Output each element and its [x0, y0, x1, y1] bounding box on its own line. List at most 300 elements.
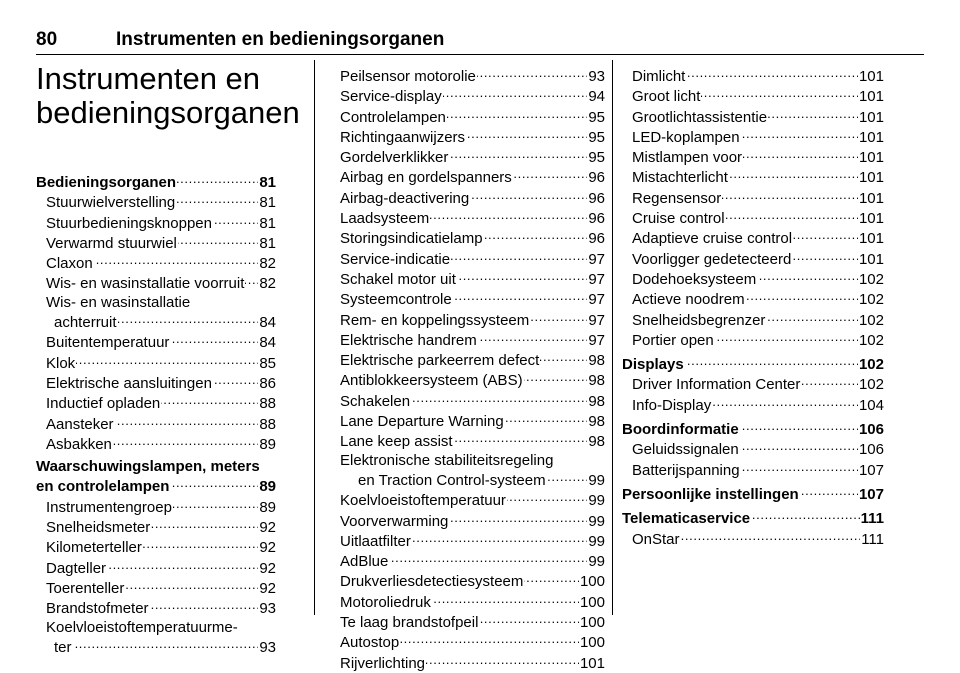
toc-entry-page: 89 [259, 498, 276, 516]
toc-entry[interactable] [36, 578, 276, 598]
toc-entry-label: Gordelverklikker [340, 149, 449, 167]
dot-leader [94, 253, 259, 268]
dot-leader [540, 350, 587, 365]
toc-entry-label: Stuurwielverstelling [46, 194, 176, 212]
toc-entry-label: Schakel motor uit [340, 270, 456, 288]
dot-leader [178, 233, 258, 248]
toc-entry-label: Kilometerteller [46, 539, 142, 557]
toc-entry-label: Dodehoeksysteem [632, 270, 757, 288]
toc-entry-page: 102 [858, 331, 884, 349]
toc-entry-page: 111 [860, 510, 884, 528]
dot-leader [453, 289, 588, 304]
toc-entry-label: Inductief opladen [46, 395, 161, 413]
toc-entry[interactable] [622, 330, 884, 350]
toc-entry-page: 86 [259, 374, 276, 392]
toc-entry-label: Lane keep assist [340, 433, 453, 451]
toc-entry-page: 93 [259, 600, 276, 618]
toc-entry[interactable] [340, 188, 605, 208]
toc-entry-page: 101 [858, 169, 884, 187]
toc-entry-page: 92 [259, 519, 276, 537]
toc-column-2 [340, 66, 605, 672]
chapter-title-line-1: Instrumenten en [36, 61, 261, 96]
dot-leader [740, 439, 858, 454]
dot-leader [547, 470, 588, 485]
toc-entry[interactable] [340, 490, 605, 510]
dot-leader [685, 354, 858, 369]
toc-entry[interactable] [622, 419, 884, 439]
toc-entry-page: 101 [858, 68, 884, 85]
page-header [36, 30, 924, 55]
toc-entry[interactable] [340, 208, 605, 228]
toc-entry[interactable] [340, 66, 605, 86]
toc-entry[interactable] [622, 66, 884, 86]
toc-entry-page: 81 [259, 174, 276, 191]
toc-entry[interactable] [340, 592, 605, 612]
dot-leader [530, 310, 587, 325]
toc-entry[interactable] [340, 391, 605, 411]
dot-leader [505, 411, 588, 426]
toc-entry[interactable] [36, 558, 276, 578]
toc-entry-label: Driver Information Center [632, 376, 801, 394]
toc-entry-page: 88 [259, 415, 276, 433]
toc-entry[interactable] [36, 273, 276, 293]
toc-entry-page: 97 [588, 291, 605, 309]
dot-leader [757, 269, 858, 284]
toc-entry-page: 107 [858, 461, 884, 479]
toc-entry[interactable] [340, 511, 605, 531]
dot-leader [447, 107, 587, 122]
toc-entry[interactable] [622, 208, 884, 228]
toc-entry-label: Info-Display [632, 396, 712, 414]
toc-entry-page: 107 [858, 485, 884, 503]
toc-entry[interactable] [340, 370, 605, 390]
dot-leader [766, 310, 858, 325]
toc-entry[interactable] [36, 393, 276, 413]
toc-entry-page: 101 [858, 149, 884, 167]
toc-entry-page: 82 [259, 275, 276, 293]
toc-entry-label: Persoonlijke instellingen [622, 485, 799, 503]
dot-leader [478, 330, 588, 345]
toc-entry[interactable] [36, 637, 276, 657]
toc-entry-label: Geluidssignalen [632, 441, 739, 459]
toc-entry-label: Service-indicatie [340, 250, 451, 268]
dot-leader [150, 598, 259, 613]
toc-entry-label: Airbag en gordelspanners [340, 169, 512, 187]
toc-entry-page: 84 [259, 334, 276, 352]
toc-entry-label: Elektrische handrem [340, 331, 477, 349]
toc-entry-page: 92 [259, 579, 276, 597]
dot-leader [686, 66, 858, 81]
column-divider [314, 60, 315, 615]
toc-entry[interactable] [36, 253, 276, 273]
toc-entry[interactable] [340, 269, 605, 289]
dot-leader [76, 353, 258, 368]
dot-leader [741, 460, 858, 475]
page-number: 80 [36, 29, 58, 50]
dot-leader [524, 370, 588, 385]
dot-leader [118, 312, 259, 327]
toc-entry[interactable] [340, 612, 605, 632]
toc-entry-label: Klok [46, 354, 76, 372]
toc-entry-label: Regensensor [632, 189, 722, 207]
toc-entry-label: Asbakken [46, 435, 112, 453]
toc-entry-page: 101 [858, 128, 884, 146]
dot-leader [107, 558, 258, 573]
toc-entry-label: Adaptieve cruise control [632, 230, 793, 248]
toc-entry-page: 95 [588, 128, 605, 146]
toc-entry[interactable] [36, 233, 276, 253]
toc-entry-label: Cruise control [632, 210, 725, 228]
toc-entry-page: 96 [588, 169, 605, 187]
toc-entry[interactable] [622, 147, 884, 167]
dot-leader [411, 391, 587, 406]
toc-entry-label: Elektrische aansluitingen [46, 374, 212, 392]
dot-leader [449, 147, 587, 162]
dot-leader [740, 419, 858, 434]
toc-entry-page: 85 [259, 354, 276, 372]
dot-leader [454, 431, 588, 446]
toc-entry-page: 81 [259, 214, 276, 232]
toc-entry-page: 94 [588, 88, 605, 106]
toc-entry-page: 97 [588, 270, 605, 288]
dot-leader [151, 517, 258, 532]
toc-entry-label: Telematicaservice [622, 510, 751, 528]
toc-entry[interactable] [340, 228, 605, 248]
dot-leader [161, 393, 258, 408]
dot-leader [115, 414, 259, 429]
dot-leader [524, 571, 579, 586]
dot-leader [792, 249, 858, 264]
toc-entry-label: Stuurbedieningsknoppen [46, 214, 212, 232]
toc-entry-page: 99 [588, 512, 605, 530]
dot-leader [477, 66, 587, 81]
toc-entry[interactable] [622, 188, 884, 208]
toc-entry-page: 100 [579, 634, 605, 652]
toc-entry-page: 106 [858, 441, 884, 459]
dot-leader [466, 127, 587, 142]
dot-leader [432, 592, 579, 607]
dot-leader [729, 167, 858, 182]
toc-entry-page: 106 [858, 421, 884, 439]
toc-entry[interactable] [36, 213, 276, 233]
toc-entry-page: 81 [259, 194, 276, 212]
toc-entry-label: Buitentemperatuur [46, 334, 170, 352]
toc-entry-page: 84 [259, 314, 276, 332]
toc-entry[interactable] [36, 332, 276, 352]
toc-entry-label: Airbag-deactivering [340, 189, 470, 207]
toc-entry-label: Snelheidsbegrenzer [632, 311, 766, 329]
toc-entry-page: 95 [588, 108, 605, 126]
toc-entry-page: 100 [579, 614, 605, 632]
toc-entry[interactable] [622, 484, 884, 504]
toc-entry[interactable] [622, 310, 884, 330]
dot-leader [701, 86, 858, 101]
toc-entry-page: 104 [858, 396, 884, 414]
toc-entry[interactable] [36, 353, 276, 373]
chapter-title-line-2: bedieningsorganen [36, 95, 300, 130]
toc-entry-label: Elektrische parkeerrem defect [340, 352, 540, 370]
dot-leader [213, 213, 258, 228]
toc-entry[interactable] [340, 107, 605, 127]
toc-entry[interactable] [36, 517, 276, 537]
toc-entry[interactable] [340, 289, 605, 309]
dot-leader [513, 167, 588, 182]
toc-entry-label: OnStar [632, 530, 680, 548]
toc-entry-page: 99 [588, 471, 605, 489]
toc-entry-label: ter [54, 638, 72, 656]
toc-entry[interactable] [340, 350, 605, 370]
toc-entry-page: 89 [259, 435, 276, 453]
dot-leader [457, 269, 587, 284]
dot-leader [507, 490, 587, 505]
toc-entry[interactable] [622, 529, 884, 549]
toc-entry-label: Rem- en koppelingssysteem [340, 311, 530, 329]
toc-entry-label: Toerenteller [46, 579, 125, 597]
toc-entry-label: Peilsensor motorolie [340, 68, 476, 85]
toc-entry[interactable] [622, 439, 884, 459]
dot-leader [400, 632, 579, 647]
toc-entry[interactable] [622, 395, 884, 415]
toc-entry-page: 99 [588, 492, 605, 510]
toc-entry[interactable] [340, 551, 605, 571]
toc-entry-label: Elektronische stabiliteitsregeling [340, 451, 554, 469]
toc-entry[interactable] [622, 460, 884, 480]
dot-leader [451, 249, 587, 264]
toc-entry-page: 100 [579, 573, 605, 591]
toc-entry-page: 81 [259, 234, 276, 252]
dot-leader [389, 551, 587, 566]
dot-leader [801, 374, 858, 389]
dot-leader [712, 395, 858, 410]
toc-entry-page: 89 [259, 478, 276, 496]
dot-leader [484, 228, 588, 243]
dot-leader [113, 434, 258, 449]
toc-entry-page: 102 [858, 291, 884, 309]
toc-entry-label: Lane Departure Warning [340, 413, 504, 431]
toc-entry-label: Systeemcontrole [340, 291, 452, 309]
dot-leader [143, 537, 258, 552]
toc-entry-label: Te laag brandstofpeil [340, 614, 479, 632]
toc-entry[interactable] [340, 653, 605, 673]
toc-entry-label: Voorverwarming [340, 512, 449, 530]
dot-leader [213, 373, 258, 388]
toc-entry[interactable] [622, 167, 884, 187]
toc-entry-page: 96 [588, 210, 605, 228]
toc-entry-label: LED-koplampen [632, 128, 740, 146]
toc-entry[interactable] [622, 269, 884, 289]
dot-leader [125, 578, 258, 593]
toc-entry[interactable] [340, 167, 605, 187]
dot-leader [170, 332, 258, 347]
toc-entry-page: 98 [588, 352, 605, 370]
dot-leader [412, 531, 587, 546]
toc-entry-page: 96 [588, 230, 605, 248]
dot-leader [722, 188, 858, 203]
toc-entry-page: 97 [588, 250, 605, 268]
dot-leader [470, 188, 587, 203]
toc-entry-page: 97 [588, 331, 605, 349]
chapter-title [36, 62, 306, 130]
toc-entry-label: AdBlue [340, 553, 389, 571]
toc-entry-page: 96 [588, 189, 605, 207]
toc-entry-label: Service-display [340, 88, 442, 106]
toc-entry-label: Batterijspanning [632, 461, 740, 479]
toc-entry-label: Richtingaanwijzers [340, 128, 466, 146]
toc-entry-label: Rijverlichting [340, 654, 426, 672]
toc-entry-label: Boordinformatie [622, 421, 739, 439]
toc-entry[interactable] [36, 434, 276, 454]
toc-entry-page: 101 [858, 210, 884, 228]
toc-entry-page: 82 [259, 255, 276, 273]
toc-entry-label: Snelheidsmeter [46, 519, 151, 537]
dot-leader [176, 192, 258, 207]
toc-entry-page: 97 [588, 311, 605, 329]
toc-entry-label: Grootlichtassistentie [632, 108, 768, 126]
toc-entry[interactable] [340, 86, 605, 106]
toc-entry[interactable] [36, 312, 276, 332]
toc-entry-label: Uitlaatfilter [340, 532, 411, 550]
toc-entry[interactable] [36, 598, 276, 618]
toc-entry[interactable] [622, 86, 884, 106]
toc-entry[interactable] [340, 249, 605, 269]
toc-entry-label: Drukverliesdetectiesysteem [340, 573, 524, 591]
toc-entry-page: 92 [259, 559, 276, 577]
toc-entry-page: 98 [588, 433, 605, 451]
dot-leader [177, 172, 258, 187]
toc-entry[interactable] [36, 192, 276, 212]
toc-entry[interactable] [622, 127, 884, 147]
toc-entry-page: 101 [858, 189, 884, 207]
toc-entry-label: Portier open [632, 331, 714, 349]
toc-entry-label: Koelvloeistoftemperatuur [340, 492, 506, 510]
toc-entry-page: 98 [588, 372, 605, 390]
toc-entry-label: Groot licht [632, 88, 701, 106]
dot-leader [800, 484, 858, 499]
toc-entry-label: Waarschuwingslampen, meters [36, 458, 260, 476]
toc-entry-page: 101 [579, 654, 605, 672]
dot-leader [768, 107, 858, 122]
toc-entry-label: Antiblokkeersysteem (ABS) [340, 372, 523, 390]
toc-entry-label: Bedieningsorganen [36, 174, 177, 191]
dot-leader [793, 228, 858, 243]
toc-entry[interactable] [340, 531, 605, 551]
toc-entry-label: Motoroliedruk [340, 593, 431, 611]
toc-entry[interactable] [340, 147, 605, 167]
toc-entry-page: 102 [858, 376, 884, 394]
toc-entry[interactable] [622, 354, 884, 374]
toc-entry[interactable] [340, 330, 605, 350]
toc-entry[interactable] [36, 414, 276, 434]
toc-entry-label: achterruit [54, 314, 117, 332]
toc-entry[interactable] [340, 632, 605, 652]
dot-leader [426, 653, 579, 668]
dot-leader [479, 612, 579, 627]
toc-entry[interactable] [36, 497, 276, 517]
dot-leader [245, 273, 258, 288]
toc-entry-page: 102 [858, 356, 884, 374]
dot-leader [746, 289, 858, 304]
toc-entry-page: 98 [588, 392, 605, 410]
toc-entry-label: Instrumentengroep [46, 498, 172, 516]
toc-entry-label: Brandstofmeter [46, 600, 149, 618]
toc-column-1 [36, 172, 276, 656]
dot-leader [681, 529, 861, 544]
toc-column-3 [622, 66, 884, 642]
toc-entry[interactable] [340, 571, 605, 591]
dot-leader [173, 497, 258, 512]
dot-leader [741, 127, 858, 142]
toc-entry[interactable] [36, 373, 276, 393]
toc-entry-label: Dagteller [46, 559, 107, 577]
toc-entry-page: 100 [579, 593, 605, 611]
toc-entry-label: Actieve noodrem [632, 291, 745, 309]
toc-entry-label: Wis- en wasinstallatie voorruit [46, 275, 245, 293]
toc-entry[interactable] [622, 508, 884, 528]
toc-entry-page: 98 [588, 413, 605, 431]
toc-entry[interactable] [36, 537, 276, 557]
toc-entry[interactable] [622, 249, 884, 269]
toc-entry[interactable] [340, 411, 605, 431]
toc-entry-page: 88 [259, 395, 276, 413]
toc-entry-label: Claxon [46, 255, 93, 273]
toc-entry-page: 99 [588, 553, 605, 571]
dot-leader [751, 508, 859, 523]
toc-entry-label: Wis- en wasinstallatie [46, 293, 191, 311]
toc-entry-label: Storingsindicatielamp [340, 230, 483, 248]
dot-leader [73, 637, 259, 652]
toc-entry-label: Voorligger gedetecteerd [632, 250, 792, 268]
toc-entry-page: 102 [858, 311, 884, 329]
dot-leader [715, 330, 858, 345]
toc-entry[interactable] [622, 228, 884, 248]
toc-entry-label: en Traction Control-systeem [358, 471, 546, 489]
toc-entry-page: 99 [588, 532, 605, 550]
toc-entry-label: Koelvloeistoftemperatuurme- [46, 618, 238, 636]
toc-entry-page: 101 [858, 250, 884, 268]
toc-entry[interactable] [340, 470, 605, 490]
dot-leader [726, 208, 858, 223]
toc-entry-page: 93 [588, 68, 605, 85]
dot-leader [743, 147, 858, 162]
toc-entry[interactable] [340, 431, 605, 451]
dot-leader [443, 86, 588, 101]
dot-leader [430, 208, 587, 223]
toc-entry[interactable] [622, 107, 884, 127]
toc-entry-label: Aansteker [46, 415, 114, 433]
toc-entry-page: 102 [858, 270, 884, 288]
toc-entry[interactable] [36, 476, 276, 496]
dot-leader [170, 476, 258, 491]
toc-entry[interactable] [622, 289, 884, 309]
toc-entry[interactable] [622, 374, 884, 394]
toc-entry-label: Verwarmd stuurwiel [46, 234, 177, 252]
toc-entry[interactable] [340, 310, 605, 330]
toc-entry-page: 95 [588, 149, 605, 167]
dot-leader [449, 511, 587, 526]
toc-entry-label: Autostop [340, 634, 400, 652]
toc-entry-label: Schakelen [340, 392, 411, 410]
toc-entry[interactable] [340, 127, 605, 147]
toc-entry-label: Mistachterlicht [632, 169, 728, 187]
toc-entry-label: en controlelampen [36, 478, 170, 496]
toc-entry[interactable] [36, 172, 276, 192]
toc-entry-page: 101 [858, 230, 884, 248]
toc-entry-page: 93 [259, 638, 276, 656]
toc-entry-label: Controlelampen [340, 108, 446, 126]
toc-entry-label: Laadsysteem [340, 210, 430, 228]
toc-entry-page: 92 [259, 539, 276, 557]
toc-entry-label: Mistlampen voor [632, 149, 743, 167]
